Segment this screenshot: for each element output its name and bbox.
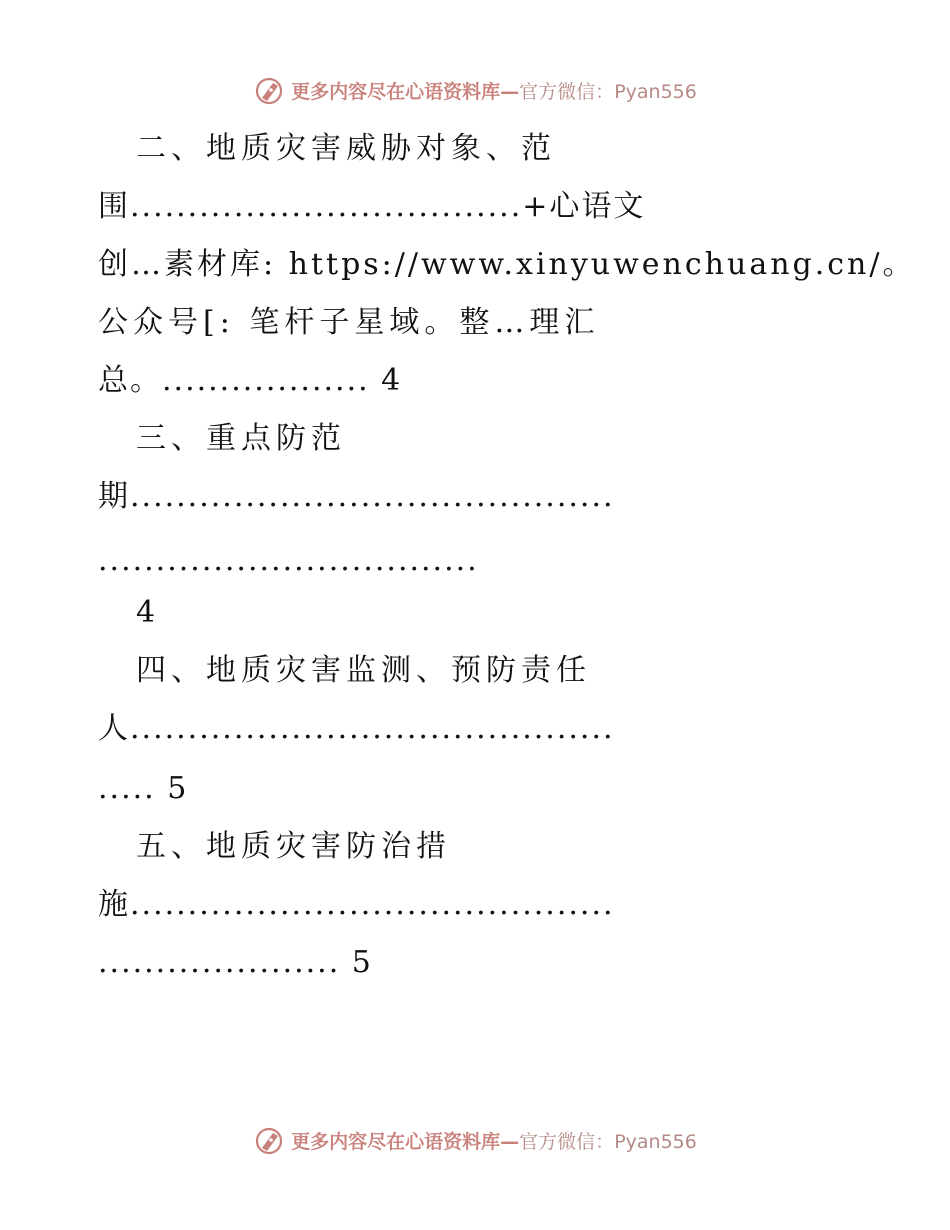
toc-line-4: 公众号[: 笔杆子星域。整…理汇: [98, 305, 600, 340]
footer-banner-text: [291, 1127, 697, 1154]
footer-banner: [0, 1120, 950, 1160]
toc-line-8: .................................: [98, 543, 479, 578]
header-banner-text: [291, 77, 697, 104]
toc-line-11: 人..........................................: [98, 711, 615, 746]
toc-line-2: 围..................................+心语文: [98, 189, 646, 224]
toc-line-5: 总。.................. 4: [98, 363, 403, 398]
pen-nib-logo-icon: [253, 1124, 285, 1156]
toc-line-3: 创…素材库: https://www.xinyuwenchuang.cn/。: [98, 247, 916, 282]
toc-line-10: 四、地质灾害监测、预防责任: [136, 653, 591, 688]
header-banner: [0, 70, 950, 110]
footer-account: Pyan556: [614, 1130, 697, 1153]
toc-line-6: 三、重点防范: [136, 421, 346, 456]
toc-line-1: 二、地质灾害威胁对象、范: [136, 131, 556, 166]
toc-line-9: 4: [136, 595, 161, 630]
toc-line-12: ..... 5: [98, 771, 189, 806]
header-dash: —: [500, 80, 520, 103]
toc-line-7: 期..........................................: [98, 479, 615, 514]
toc-line-14: 施..........................................: [98, 887, 615, 922]
footer-official: 官方微信：: [519, 1130, 615, 1153]
toc-line-15: ..................... 5: [98, 945, 373, 980]
footer-dash: —: [500, 1130, 520, 1153]
header-brand: 更多内容尽在心语资料库: [291, 80, 501, 103]
header-account: Pyan556: [614, 80, 697, 103]
footer-brand: 更多内容尽在心语资料库: [291, 1130, 501, 1153]
toc-line-13: 五、地质灾害防治措: [136, 829, 451, 864]
pen-nib-logo-icon: [253, 74, 285, 106]
header-official: 官方微信：: [519, 80, 615, 103]
